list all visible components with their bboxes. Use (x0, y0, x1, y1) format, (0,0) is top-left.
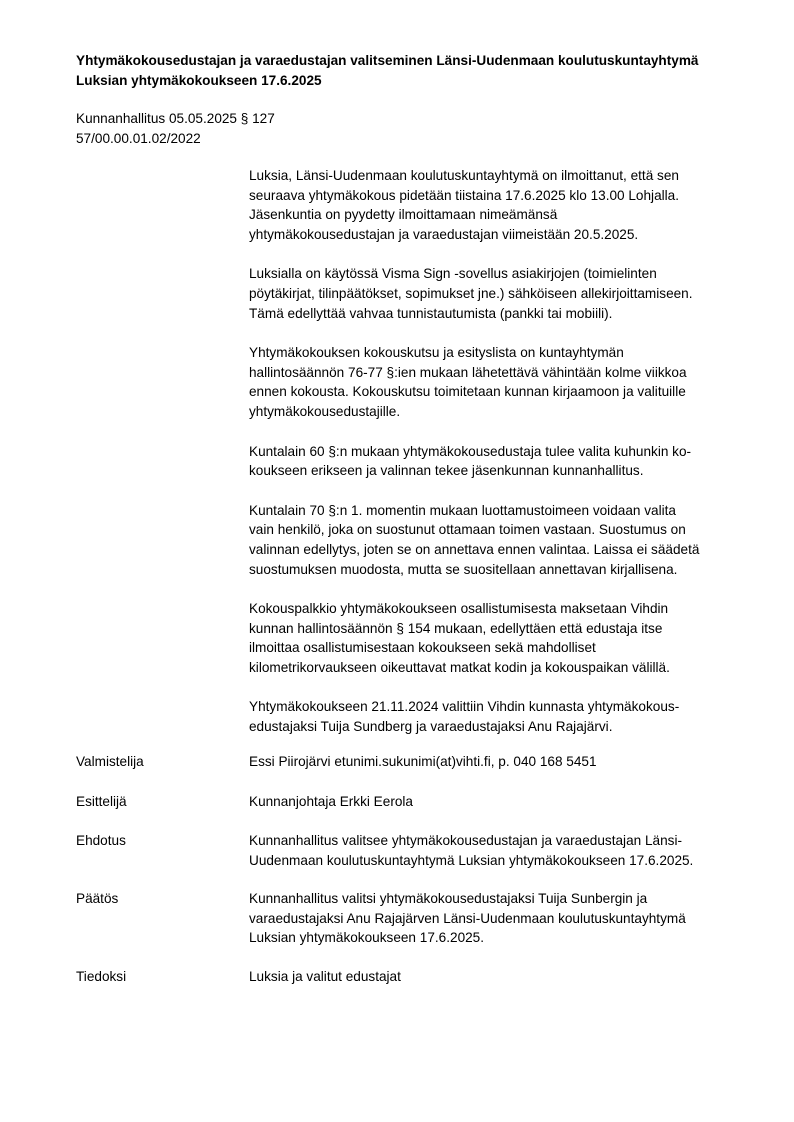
text-line: valinnan edellytys, joten se on annettava ennen valintaa. Laissa ei säädetä (249, 541, 700, 557)
document-title (76, 51, 766, 91)
text-line: varaedustajaksi Anu Rajajärven Länsi-Uudenmaan koulutuskuntayhtymä (249, 910, 686, 926)
field-label: Tiedoksi (76, 969, 127, 984)
text-line: kunnan hallintosäännön § 154 mukaan, edellyttäen että edustaja itse (249, 620, 663, 636)
case-number: 57/00.00.01.02/2022 (76, 131, 201, 146)
text-line: Kunnanhallitus valitsee yhtymäkokousedustajan ja varaedustajan Länsi- (249, 833, 683, 848)
paragraph (249, 264, 739, 323)
field-value (249, 967, 749, 987)
paragraph (249, 501, 739, 579)
paragraph (249, 697, 739, 736)
text-line: Kuntalain 70 §:n 1. momentin mukaan luottamustoimeen voidaan valita (249, 502, 676, 518)
text-line: edustajaksi Tuija Sundberg ja varaedustajaksi Anu Rajajärvi. (249, 719, 613, 735)
text-line: ilmoittaa osallistumisestaan kokoukseen sekä mahdolliset (249, 640, 596, 656)
text-line: Kokouspalkkio yhtymäkokoukseen osallistumisesta maksetaan Vihdin (249, 601, 669, 617)
field-value (249, 752, 749, 772)
text-line: Essi Piirojärvi etunimi.sukunimi(at)vihti.fi, p. 040 168 5451 (249, 754, 597, 769)
paragraph (249, 442, 739, 481)
text-line: ennen kokousta. Kokouskutsu toimitetaan kunnan kirjaamoon ja valituille (249, 384, 686, 400)
text-line: Luksia ja valitut edustajat (249, 969, 401, 984)
paragraph (249, 166, 739, 244)
text-line: Kuntalain 60 §:n mukaan yhtymäkokousedustaja tulee valita kuhunkin ko- (249, 443, 692, 459)
text-line: Yhtymäkokouksen kokouskutsu ja esityslista on kuntayhtymän (249, 345, 624, 361)
text-line: kilometrikorvaukseen oikeuttavat matkat kodin ja kokouspaikan välillä. (249, 659, 670, 675)
document-body (249, 166, 739, 757)
text-line: Luksian yhtymäkokoukseen 17.6.2025. (249, 930, 485, 946)
text-line: Tämä edellyttää vahvaa tunnistautumista (pankki tai mobiili). (249, 305, 613, 321)
text-line: Yhtymäkokoukseen 21.11.2024 valittiin Vihdin kunnasta yhtymäkokous- (249, 699, 680, 715)
text-line: Kunnanhallitus valitsi yhtymäkokousedustajaksi Tuija Sunbergin ja (249, 891, 648, 906)
text-line: Jäsenkuntia on pyydetty ilmoittamaan nimeämänsä (249, 207, 558, 223)
text-line: Luksialla on käytössä Visma Sign -sovellus asiakirjojen (toimielinten (249, 266, 657, 282)
meeting-reference (76, 109, 275, 149)
text-line: Uudenmaan koulutuskuntayhtymä Luksian yhtymäkokoukseen 17.6.2025. (249, 852, 694, 868)
text-line: yhtymäkokousedustajan ja varaedustajan viimeistään 20.5.2025. (249, 226, 639, 242)
text-line: seuraava yhtymäkokous pidetään tiistaina 17.6.2025 klo 13.00 Lohjalla. (249, 187, 680, 203)
paragraph (249, 599, 739, 677)
text-line: Kunnanjohtaja Erkki Eerola (249, 794, 413, 809)
text-line: koukseen erikseen ja valinnan tekee jäsenkunnan kunnanhallitus. (249, 463, 644, 479)
text-line: pöytäkirjat, tilinpäätökset, sopimukset jne.) sähköiseen allekirjoittamiseen. (249, 285, 693, 301)
field-label: Esittelijä (76, 794, 127, 809)
field-label: Valmistelija (76, 754, 144, 769)
text-line: Luksia, Länsi-Uudenmaan koulutuskuntayhtymä on ilmoittanut, että sen (249, 168, 679, 183)
title-line: Luksian yhtymäkokoukseen 17.6.2025 (76, 73, 322, 88)
text-line: hallintosäännön 76-77 §:ien mukaan lähetettävä vähintään kolme viikkoa (249, 364, 687, 380)
paragraph (249, 343, 739, 421)
text-line: vain henkilö, joka on suostunut ottamaan toimen vastaan. Suostumus on (249, 522, 686, 538)
title-line: Yhtymäkokousedustajan ja varaedustajan valitseminen Länsi-Uudenmaan koulutuskuntayhtymä (76, 53, 699, 68)
field-label: Ehdotus (76, 833, 126, 848)
field-value (249, 792, 749, 812)
text-line: yhtymäkokousedustajille. (249, 403, 401, 419)
meeting-info: Kunnanhallitus 05.05.2025 § 127 (76, 111, 275, 126)
field-value (249, 831, 749, 870)
field-label: Päätös (76, 891, 119, 906)
field-value (249, 889, 749, 948)
text-line: suostumuksen muodosta, mutta se suositellaan annettavan kirjallisena. (249, 561, 678, 577)
